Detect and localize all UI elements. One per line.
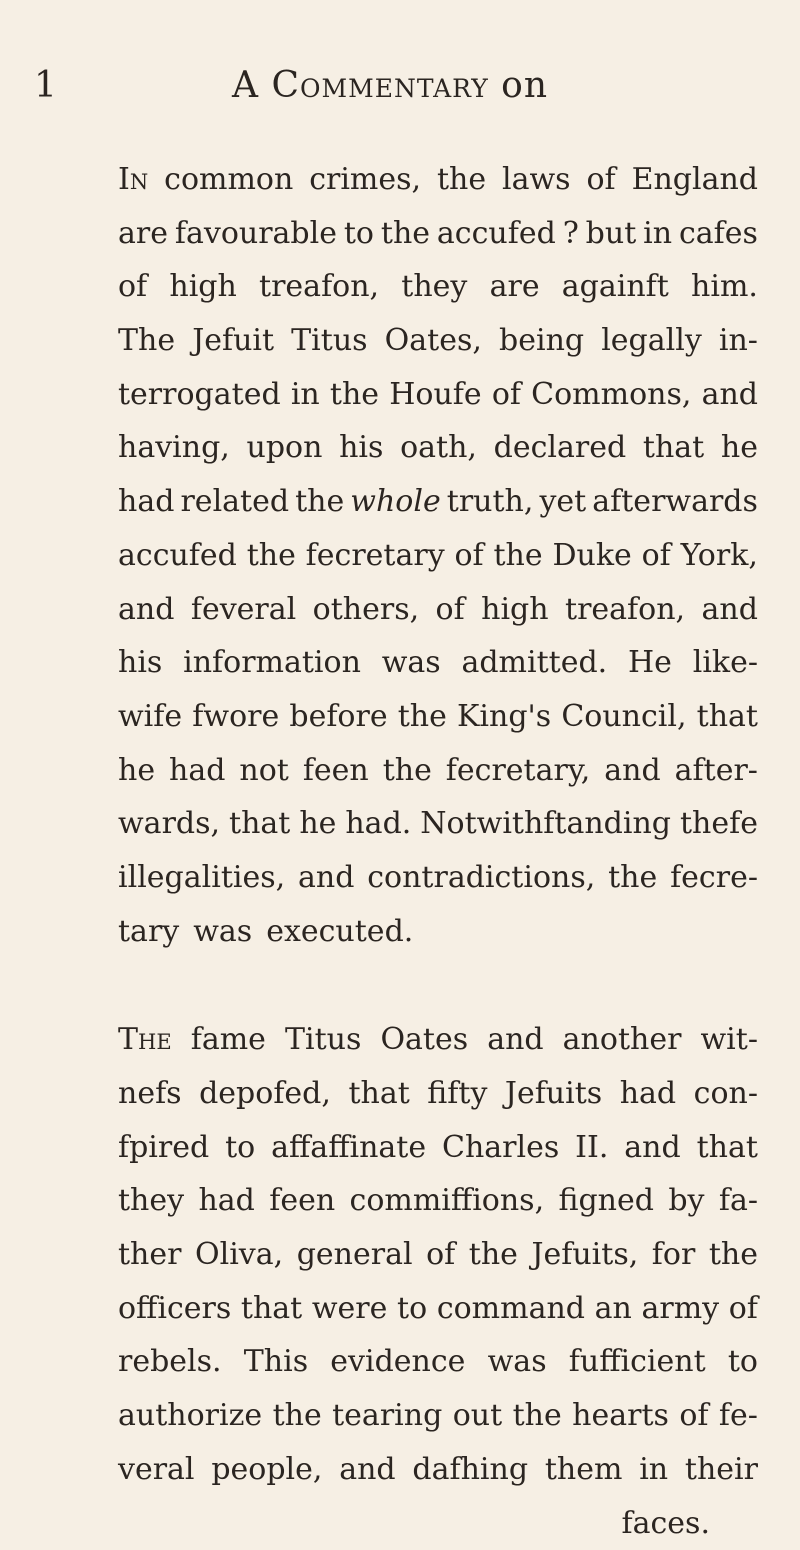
word: general: [297, 1228, 413, 1282]
text-line: [118, 153, 758, 207]
word: high: [169, 260, 236, 314]
word: them: [545, 1443, 623, 1497]
word: related: [180, 475, 289, 529]
word: thefe: [680, 797, 758, 851]
word: to: [225, 1121, 255, 1175]
word: rebels.: [118, 1335, 222, 1389]
word: fecretary,: [446, 744, 591, 798]
word: wit-: [700, 1013, 757, 1067]
word: the: [247, 529, 296, 583]
word: con-: [694, 1067, 758, 1121]
word: another: [563, 1013, 682, 1067]
running-head-suffix: on: [489, 65, 548, 106]
word: ther: [118, 1228, 181, 1282]
word: had.: [345, 797, 411, 851]
word: that: [241, 1282, 302, 1336]
word: of: [679, 1389, 708, 1443]
word: had: [169, 744, 225, 798]
word: fame: [191, 1013, 266, 1067]
word: ?: [563, 207, 579, 261]
word: that: [697, 1121, 758, 1175]
word: favourable: [175, 207, 337, 261]
text-line: [118, 744, 758, 798]
running-head: [232, 62, 548, 110]
word: to: [728, 1335, 758, 1389]
word: to: [344, 207, 374, 261]
catchword: faces.: [118, 1497, 758, 1550]
word: was: [488, 1335, 547, 1389]
running-head-prefix: A: [232, 65, 271, 106]
word: and: [298, 851, 354, 905]
word: laws: [502, 153, 571, 207]
word: Notwithftanding: [420, 797, 671, 851]
word: and: [118, 583, 174, 637]
text-line: [118, 851, 758, 905]
word: were: [312, 1282, 388, 1336]
word: that: [229, 797, 290, 851]
word: in-: [719, 314, 758, 368]
word: of: [586, 153, 615, 207]
word: officers: [118, 1282, 231, 1336]
word: executed.: [266, 905, 413, 959]
word: dafhing: [412, 1443, 528, 1497]
word: others,: [313, 583, 419, 637]
word: Jefuits: [505, 1067, 602, 1121]
word: England: [632, 153, 758, 207]
word: that: [643, 421, 704, 475]
page-number: 1: [34, 62, 57, 110]
word: had: [118, 475, 174, 529]
word: he: [118, 744, 155, 798]
word: Titus: [291, 314, 367, 368]
word: for: [652, 1228, 696, 1282]
word: command: [437, 1282, 585, 1336]
word: and: [487, 1013, 543, 1067]
word: Jefuits,: [531, 1228, 638, 1282]
word: was: [193, 905, 252, 959]
word: fecretary: [306, 529, 445, 583]
word: Council,: [561, 690, 686, 744]
word: veral: [118, 1443, 195, 1497]
text-line: [118, 1443, 758, 1497]
word: the: [383, 744, 432, 798]
word: having,: [118, 421, 230, 475]
word: high: [481, 583, 548, 637]
word: treafon,: [259, 260, 379, 314]
word: the: [398, 690, 447, 744]
text-line: [118, 1121, 758, 1175]
word: declared: [494, 421, 627, 475]
word: tary: [118, 905, 179, 959]
word: the: [469, 1228, 518, 1282]
word: was: [382, 636, 441, 690]
word: feveral: [191, 583, 296, 637]
word: evidence: [330, 1335, 465, 1389]
word: commiffions,: [350, 1174, 545, 1228]
word: affaffinate: [271, 1121, 426, 1175]
text-line: [118, 583, 758, 637]
word: fwore: [192, 690, 279, 744]
word: tearing: [332, 1389, 442, 1443]
word: of: [426, 1228, 455, 1282]
word: their: [685, 1443, 758, 1497]
word: information: [183, 636, 361, 690]
word: he: [299, 797, 336, 851]
word: fecre-: [670, 851, 758, 905]
word: In: [118, 153, 148, 207]
word: afterwards: [592, 475, 758, 529]
word: admitted.: [461, 636, 607, 690]
word: and: [624, 1121, 680, 1175]
word: figned: [558, 1174, 654, 1228]
word: accufed: [437, 207, 556, 261]
word: common: [164, 153, 293, 207]
word: treafon,: [565, 583, 685, 637]
word: contradictions,: [367, 851, 595, 905]
word: after-: [675, 744, 758, 798]
word: fufficient: [569, 1335, 706, 1389]
text-line: [118, 905, 758, 959]
word: by: [668, 1174, 704, 1228]
word: He: [628, 636, 672, 690]
word: but: [586, 207, 637, 261]
word: people,: [211, 1443, 322, 1497]
word: him.: [691, 260, 758, 314]
text-line: [118, 260, 758, 314]
word: crimes,: [309, 153, 421, 207]
word: II.: [575, 1121, 608, 1175]
word: the: [709, 1228, 758, 1282]
word: to: [397, 1282, 427, 1336]
text-line: [118, 207, 758, 261]
word: fe-: [719, 1389, 758, 1443]
text-line: [118, 1282, 758, 1336]
word: accufed: [118, 529, 237, 583]
word: yet: [539, 475, 586, 529]
word: King's: [457, 690, 551, 744]
body-text: [118, 153, 758, 1550]
word: authorize: [118, 1389, 262, 1443]
word: Oates,: [385, 314, 482, 368]
word: the: [330, 368, 379, 422]
word: fa-: [719, 1174, 758, 1228]
word: out: [453, 1389, 502, 1443]
word: the: [608, 851, 657, 905]
word: feen: [269, 1174, 335, 1228]
word: the: [295, 475, 344, 529]
paragraph: [118, 1013, 758, 1496]
word: fpired: [118, 1121, 209, 1175]
word: that: [697, 690, 758, 744]
word: that: [348, 1067, 409, 1121]
word: terrogated: [118, 368, 281, 422]
word: nefs: [118, 1067, 182, 1121]
word: of: [454, 529, 483, 583]
word: before: [289, 690, 387, 744]
word: the: [513, 1389, 562, 1443]
word: oath,: [400, 421, 477, 475]
word: Commons,: [531, 368, 691, 422]
word: and: [339, 1443, 395, 1497]
paragraph: [118, 153, 758, 958]
word: an: [595, 1282, 632, 1336]
word: they: [118, 1174, 184, 1228]
word: being: [499, 314, 584, 368]
word: he: [721, 421, 758, 475]
word: depofed,: [199, 1067, 331, 1121]
word: Oates: [380, 1013, 468, 1067]
word: of: [729, 1282, 758, 1336]
word: upon: [247, 421, 323, 475]
text-line: [118, 475, 758, 529]
word: feen: [303, 744, 369, 798]
text-line: [118, 797, 758, 851]
word: wife: [118, 690, 182, 744]
text-line: [118, 690, 758, 744]
word: not: [239, 744, 288, 798]
word: of: [642, 529, 671, 583]
word: Charles: [442, 1121, 559, 1175]
text-line: [118, 368, 758, 422]
text-line: [118, 421, 758, 475]
word: fifty: [427, 1067, 487, 1121]
word: of: [118, 260, 147, 314]
word: the: [273, 1389, 322, 1443]
text-line: [118, 1067, 758, 1121]
word: Duke: [552, 529, 631, 583]
word: The: [118, 314, 175, 368]
text-line: [118, 636, 758, 690]
text-line: [118, 1228, 758, 1282]
word: hearts: [572, 1389, 669, 1443]
word: the: [437, 153, 486, 207]
word: are: [490, 260, 540, 314]
word: his: [118, 636, 162, 690]
word: York,: [681, 529, 758, 583]
word: in: [291, 368, 320, 422]
page-header: [0, 62, 800, 112]
text-line: [118, 1013, 758, 1067]
word: the: [381, 207, 430, 261]
text-line: [118, 529, 758, 583]
word: had: [620, 1067, 676, 1121]
text-line: [118, 1335, 758, 1389]
word: his: [339, 421, 383, 475]
word: whole: [350, 475, 440, 529]
word: and: [702, 368, 758, 422]
word: againft: [562, 260, 669, 314]
text-line: [118, 314, 758, 368]
word: and: [702, 583, 758, 637]
word: are: [118, 207, 168, 261]
word: Titus: [285, 1013, 361, 1067]
word: of: [492, 368, 521, 422]
word: like-: [693, 636, 758, 690]
word: Jefuit: [192, 314, 274, 368]
word: the: [493, 529, 542, 583]
word: had: [198, 1174, 254, 1228]
word: army: [641, 1282, 719, 1336]
word: illegalities,: [118, 851, 285, 905]
word: cafes: [679, 207, 758, 261]
word: in: [639, 1443, 668, 1497]
word: legally: [601, 314, 702, 368]
word: The: [118, 1013, 172, 1067]
word: Houfe: [389, 368, 481, 422]
word: This: [244, 1335, 308, 1389]
word: they: [401, 260, 467, 314]
word: in: [643, 207, 672, 261]
word: Oliva,: [195, 1228, 283, 1282]
word: truth,: [447, 475, 534, 529]
running-head-title: Commentary: [271, 65, 488, 106]
word: wards,: [118, 797, 220, 851]
word: and: [604, 744, 660, 798]
text-line: [118, 1174, 758, 1228]
word: of: [436, 583, 465, 637]
